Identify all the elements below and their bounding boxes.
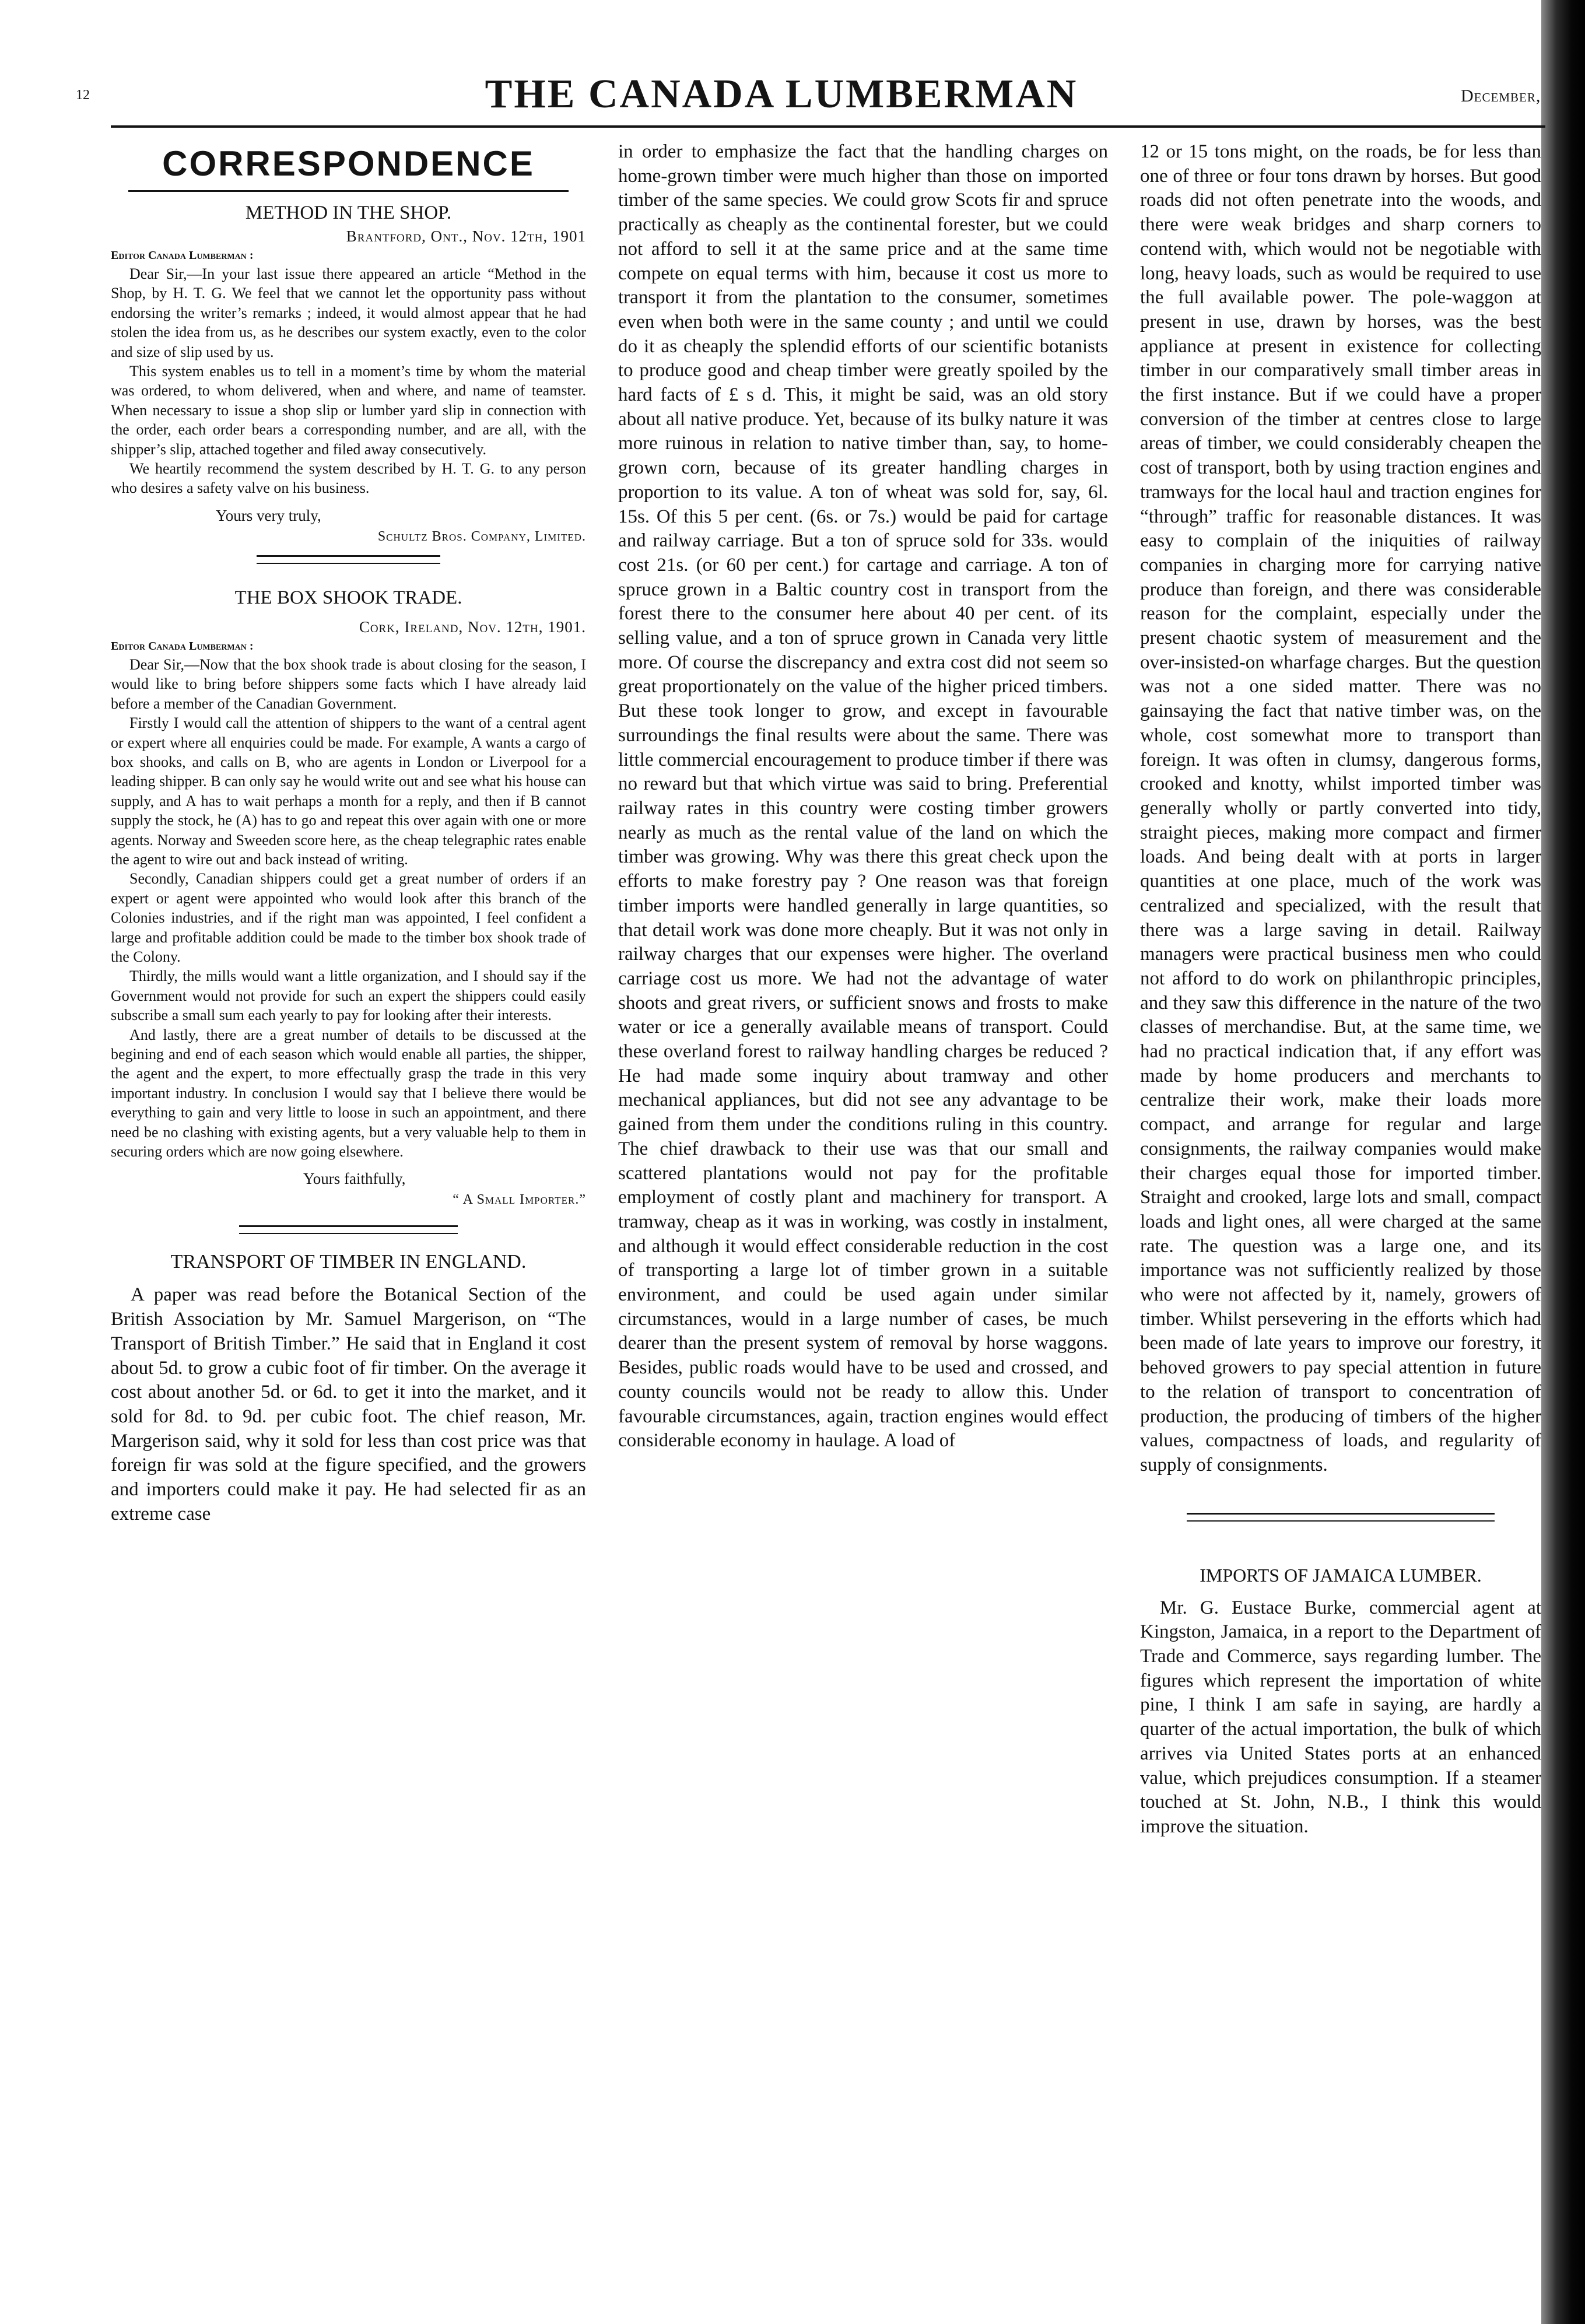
letter2-title: THE BOX SHOOK TRADE. (234, 587, 462, 608)
divider (239, 1225, 458, 1234)
letter2-closing: Yours faithfully, (303, 1170, 406, 1188)
letter2-editor: Editor Canada Lumberman : (111, 639, 254, 653)
article-title: TRANSPORT OF TIMBER IN ENGLAND. (170, 1251, 527, 1273)
article-paragraph: 12 or 15 tons might, on the roads, be for less than one of three or four tons drawn by horses. But good roads did not often penetrate into the woods, and there were weak bridges and sharp corners to contend with, which would not be negotiable with long, heavy loads, such as would be required to use the full available power. The pole-waggon at present in use, drawn by horses, was the best appliance at present in existence for collecting timber in our comparatively small timber areas in the first instance. But if we could have a proper conversion of the timber at centres close to large areas of timber, we could considerably cheapen the cost of transport, both by using traction engines and tramways for the local haul and traction engines for “through” traffic for reasonable distances. It was easy to complain of the iniquities of railway companies in charging more for carrying native produce than foreign, and there was considerable reason for the complaint, especially under the present chaotic system of measurement and the over-insisted-on wharfage charges. But the question was not a one sided matter. There was no gainsaying the fact that native timber was, on the whole, cost somewhat more to transport than foreign. It was often in clumsy, dangerous forms, crooked and knotty, whilst imported timber was generally wholly or partly converted into tidy, straight pieces, making more compact and firmer loads. And being dealt with at ports in larger quantities at one place, much of the work was centralized and specialized, with the result that there was a large saving in detail. Railway managers were practical business men who could not afford to do work on philanthropic principles, and they saw this difference in the nature of the two classes of merchandise. But, at the same time, we had no practical indication that, if any effort was made by home producers and merchants to centralize their work, make their loads more compact, and arrange for regular and large consignments, the railway companies would make their charges equal those for imported timber. Straight and crooked, large lots and small, compact loads and light ones, all were charged at the same rate. The question was a large one, and its importance was not sufficiently realized by those who were not affected by it, namely, growers of timber. Whilst persevering in the efforts which had been made of late years to improve our forestry, it behoved growers to pay special attention in future to the relation of transport to concentration of production, the producing of timbers of the higher values, compactness of loads, and regularity of supply of consignments. (1140, 141, 1541, 1475)
jamaica-article-body (1140, 1596, 1541, 1839)
article-paragraph: A paper was read before the Botanical Section of the British Association by Mr. Samuel Margerison, on “The Transport of British Timber.” He said that in England it cost about 5d. to grow a cubic foot of fir timber. On the average it cost about another 5d. or 6d. to get it into the market, and it sold for 8d. to 9d. per cubic foot. The chief reason, Mr. Margerison said, why it sold for less than cost price was that foreign fir was sold at the figure specified, and the growers and importers could make it pay. He had selected fir as an extreme case (111, 1284, 586, 1524)
letter2-paragraph: Firstly I would call the attention of shippers to the want of a central agent or expert where all enquiries could be made. For example, A wants a cargo of box shooks, and calls on B, who are agents in London or Liverpool for a leading shipper. B can only say he would write out and see what his house can supply, and A has to wait perhaps a month for a reply, and then if B cannot supply the stock, he (A) has to go and repeat this over again with one or more agents. Norway and Sweeden score here, as the cheap telegraphic rates enable the agent to wire out and back instead of writing. (111, 714, 586, 868)
column-2 (618, 140, 1108, 1453)
column-1 (111, 140, 586, 1526)
letter2-paragraph: Dear Sir,—Now that the box shook trade is about closing for the season, I would like to bring before shippers some facts which I have already laid before a member of the Canadian Government. (111, 656, 586, 712)
jamaica-article-title: IMPORTS OF JAMAICA LUMBER. (1200, 1564, 1482, 1586)
letter1-title: METHOD IN THE SHOP. (245, 202, 452, 223)
letter1-signature: Schultz Bros. Company, Limited. (377, 528, 586, 544)
article-paragraph: Mr. G. Eustace Burke, commercial agent at Kingston, Jamaica, in a report to the Department of Trade and Commerce, says regarding lumber. The figures which represent the importation of white pine, I think I am safe in saying, are hardly a quarter of the actual importation, the bulk of which arrives via United States ports at an enhanced value, which prejudices consumption. If a steamer touched at St. John, N.B., I think this would improve the situation. (1140, 1597, 1541, 1837)
letter1-paragraph: We heartily recommend the system described by H. T. G. to any person who desires a safety valve on his business. (111, 460, 586, 497)
correspondence-heading: CORRESPONDENCE (162, 144, 535, 183)
column-3 (1140, 140, 1541, 1839)
correspondence-rule (128, 190, 569, 192)
letter2-paragraph: Secondly, Canadian shippers could get a great number of orders if an expert or agent were appointed who would look after this branch of the Colonies industries, and if the right man was appointed, I feel confident a large and profitable addition could be made to the timber box shook trade of the Colony. (111, 870, 586, 965)
letter2-paragraph: And lastly, there are a great number of details to be discussed at the begining and end of each season which would enable all parties, the shipper, the agent and the expert, to more effectually grasp the trade in this very important industry. In conclusion I would say that I believe there would be everything to gain and very little to loose in such an appointment, and there need be no clashing with existing agents, but a very valuable help to them in securing orders which are now going elsewhere. (111, 1026, 586, 1161)
article-body (111, 1283, 586, 1526)
column-2-body (618, 140, 1108, 1453)
letter2-dateline: Cork, Ireland, Nov. 12th, 1901. (359, 618, 586, 636)
column-3-body (1140, 140, 1541, 1478)
letter1-dateline: Brantford, Ont., Nov. 12th, 1901 (346, 227, 586, 245)
letter1-paragraph: This system enables us to tell in a moment’s time by whom the material was ordered, to whom delivered, when and where, and name of teamster. When necessary to issue a shop slip or lumber yard slip in connection with the order, each order bears a corresponding number, and are all, with the shipper’s slip, attached together and filed away consecutively. (111, 363, 586, 458)
letter1-closing: Yours very truly, (216, 506, 321, 524)
letter2-body (111, 655, 586, 1162)
divider (1187, 1513, 1495, 1522)
letter2-signature: “ A Small Importer.” (453, 1192, 586, 1208)
article-paragraph: in order to emphasize the fact that the handling charges on home-grown timber were much higher than those on imported timber of the same species. We could grow Scots fir and spruce practically as cheaply as the continental forester, but we could not afford to sell it at the same price and at the same time compete on equal terms with him, because it cost us more to transport it from the plantation to the consumer, sometimes even when both were in the same county ; and until we could do it as cheaply the splendid efforts of our scientific botanists to produce good and cheap timber were greatly spoiled by the hard facts of £ s d. This, it might be said, was an old story about all native produce. Yet, because of its bulky nature it was more ruinous in relation to native timber than, say, to home-grown corn, because of its greater handling charges in proportion to its value. A ton of wheat was sold for, say, 6l. 15s. Of this 5 per cent. (6s. or 7s.) would be paid for cartage and railway carriage. But a ton of spruce sold for 33s. would cost 21s. (or 60 per cent.) for cartage and carriage. A ton of spruce grown in a Baltic country cost in transport from the forest there to the consumer here about 40 per cent. of its selling value, and a ton of spruce grown in Canada very little more. Of course the discrepancy and extra cost did not seem so great proportionately on the value of the higher priced timbers. But these took longer to grow, and except in favourable surroundings the final results were about the same. There was little commercial encouragement to produce timber if there was no reward but that which virtue was said to bring. Preferential railway rates in this country were costing timber growers nearly as much as the rental value of the land on which the timber was growing. Why was there this great check upon the efforts to make forestry pay ? One reason was that foreign timber imports were handled generally in large quantities, so that detail work was done more cheaply. But it was not only in railway charges that our expenses were higher. The overland carriage cost us more. We had not the advantage of water shoots and great rivers, or sufficient snows and frosts to make water or ice a generally available means of transport. Could these overland forest to railway handling charges be reduced ? He had made some inquiry about tramway and other mechanical appliances, but did not see any advantage to be gained from them under the conditions ruling in this country. The chief drawback to their use was that our small and scattered plantations would not pay for the profitable employment of costly plant and machinery for transport. A tramway, cheap as it was in working, was costly in instalment, and although it would effect considerable reduction in the cost of transporting a large lot of timber grown in a suitable environment, and could be used again under similar circumstances, would in a large number of cases, be much dearer than the present system of removal by horse waggons. Besides, public roads would have to be used and crossed, and county councils would not be ready to allow this. Under favourable circumstances, again, traction engines would effect considerable economy in haulage. A load of (618, 141, 1108, 1452)
divider (257, 555, 440, 564)
scan-dark-edge (1541, 0, 1585, 2324)
letter1-body (111, 264, 586, 498)
letter1-paragraph: Dear Sir,—In your last issue there appeared an article “Method in the Shop, by H. T. G. We feel that we cannot let the opportunity pass without endorsing the writer’s remarks ; indeed, it would almost appear that he had stolen the idea from us, as he describes our system exactly, even to the color and size of slip used by us. (111, 265, 586, 360)
header-rule (111, 125, 1545, 128)
issue-month: December, (1461, 86, 1541, 106)
page-number: 12 (76, 87, 90, 103)
letter1-editor: Editor Canada Lumberman : (111, 249, 254, 262)
masthead: THE CANADA LUMBERMAN (485, 72, 1078, 117)
letter2-paragraph: Thirdly, the mills would want a little organization, and I should say if the Government would not provide for such an expert the shippers could easily subscribe a small sum each yearly to pay for looking after their interests. (111, 968, 586, 1024)
